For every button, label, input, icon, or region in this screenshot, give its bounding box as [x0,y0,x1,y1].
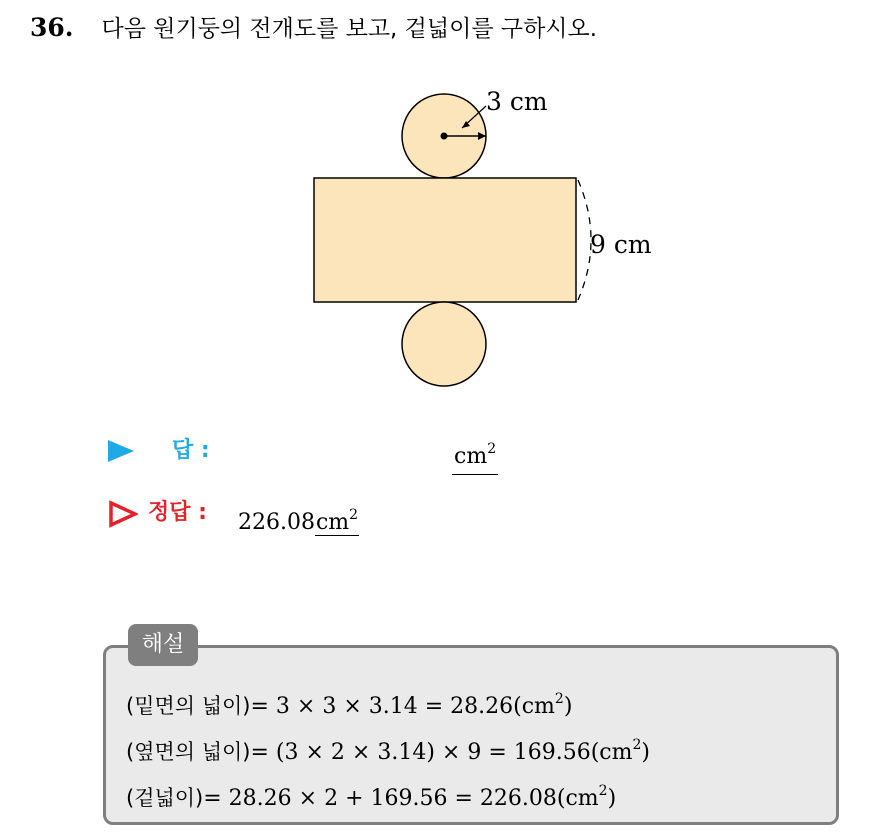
explanation-lines [126,680,650,818]
explanation-line-label: (밑면의 넓이) [126,694,251,718]
correct-answer-value [238,498,359,540]
explanation-line-tail: ) [641,740,651,765]
question-text: 다음 원기둥의 전개도를 보고, 겉넓이를 구하시오. [101,16,598,42]
explanation-line-expr: = (3 × 2 × 3.14) × 9 = 169.56(cm [250,740,633,765]
answer-row [108,432,608,472]
play-arrow-icon [108,440,134,462]
question-number: 36. [30,13,74,42]
outline-play-arrow-icon [108,500,138,528]
explanation-line-exp: 2 [598,783,608,799]
radius-label: 3 cm [486,87,548,116]
answer-unit-exp: 2 [487,441,497,457]
explanation-line-expr: = 3 × 3 × 3.14 = 28.26(cm [250,694,555,719]
explanation-line-label: (옆면의 넓이) [126,740,251,764]
correct-answer-row [108,496,608,536]
explanation-line-tail: ) [607,786,617,811]
explanation-line [126,680,650,726]
answer-title: 답 : [172,438,210,463]
explanation-line-tail: ) [563,694,573,719]
explanation-line [126,726,650,772]
correct-value-number: 226.08 [238,510,315,535]
bottom-base-circle [402,302,486,386]
explanation-line [126,772,650,818]
explanation-line-label: (겉넓이) [126,786,204,810]
explanation-line-expr: = 28.26 × 2 + 169.56 = 226.08(cm [203,786,599,811]
side-surface-rect [314,178,576,302]
correct-unit-exp: 2 [349,507,359,523]
correct-answer-title: 정답 : [148,500,207,525]
explanation-tag: 해설 [128,624,198,666]
center-dot [441,133,448,140]
explanation-line-exp: 2 [632,737,642,753]
explanation-line-exp: 2 [554,691,564,707]
answer-unit[interactable] [452,432,498,475]
correct-value-unit [315,507,359,536]
correct-unit-base: cm [315,510,350,535]
height-label: 9 cm [590,230,652,259]
answer-unit-base: cm [454,444,488,469]
